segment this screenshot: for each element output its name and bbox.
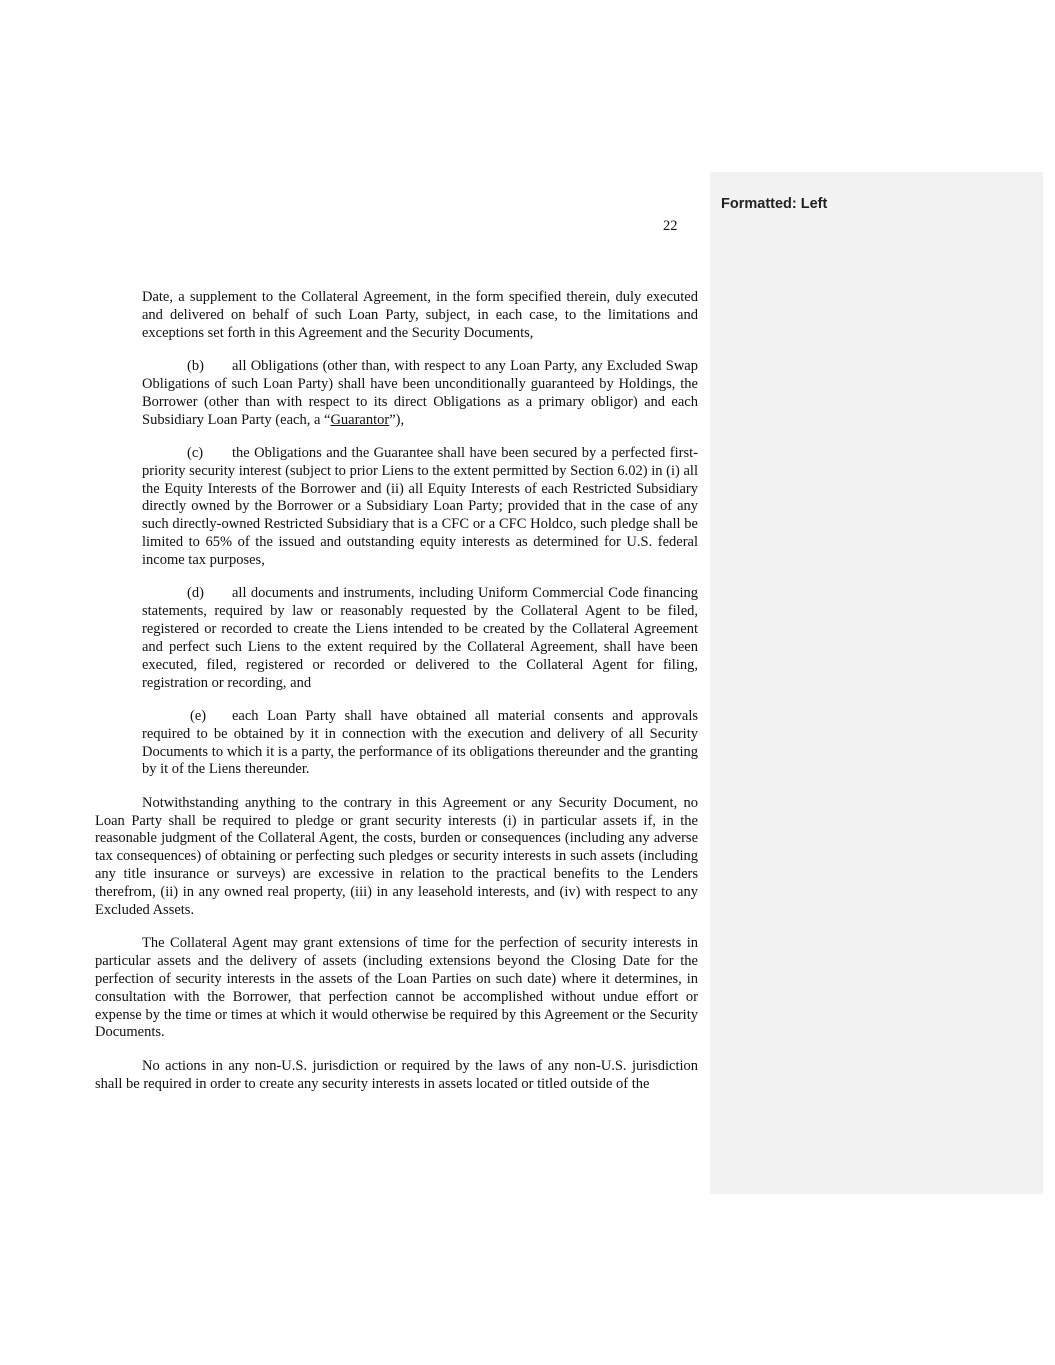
paragraph-d-text: all documents and instruments, including Uniform Commercial Code financing statements, required by law or reasonably requested by the Collateral Agent to be filed, registered or recorded to create the Liens intended to be created by the Collateral Agreement and perfect such Liens to the extent required by the Collateral Agreement, shall have been executed, filed, registered or recorded or delivered to the Collateral Agent for filing, registration or recording, and bbox=[142, 585, 698, 691]
item-label-d: (d) bbox=[187, 585, 204, 602]
paragraph-extensions: The Collateral Agent may grant extensions of time for the perfection of security interests in particular assets and the delivery of assets (including extensions beyond the Closing Date for the perfection of security interests in the assets of the Loan Parties on such date) where it determines, in consultation with the Borrower, that perfection cannot be accomplished without undue effort or expense by the time or times at which it would otherwise be required by this Agreement or the Security Documents. bbox=[95, 935, 698, 1041]
paragraph-notwithstanding: Notwithstanding anything to the contrary in this Agreement or any Security Document, no Loan Party shall be required to pledge or grant security interests (i) in particular assets if, in the reasonable judgment of the Collateral Agent, the costs, burden or consequences (including any adverse tax consequences) of obtaining or perfecting such pledges or security interests in such assets (including any title insurance or surveys) are excessive in relation to the practical benefits to the Lenders therefrom, (ii) in any owned real property, (iii) in any leasehold interests, and (iv) with respect to any Excluded Assets. bbox=[95, 794, 698, 918]
paragraph-d bbox=[142, 585, 698, 692]
paragraph-e-text: each Loan Party shall have obtained all material consents and approvals required to be obtained by it in connection with the execution and delivery of all Security Documents to which it is a party, the performance of its obligations thereunder and the granting by it of the Liens thereunder. bbox=[142, 707, 698, 778]
item-label-e: (e) bbox=[190, 707, 207, 724]
paragraph-intro: Date, a supplement to the Collateral Agreement, in the form specified therein, duly executed and delivered on behalf of such Loan Party, subject, in each case, to the limitations and exceptions set forth in this Agreement and the Security Documents, bbox=[142, 289, 698, 341]
paragraph-b-closing: ”), bbox=[389, 411, 405, 428]
comment-pane-title: Formatted: Left bbox=[721, 196, 828, 212]
paragraph-b bbox=[142, 358, 698, 429]
paragraph-c bbox=[142, 445, 698, 570]
page-number: 22 bbox=[663, 218, 678, 234]
paragraph-b-text: all Obligations (other than, with respect to any Loan Party, any Excluded Swap Obligations of such Loan Party) shall have been unconditionally guaranteed by Holdings, the Borrower (other than with respect to its direct Obligations as a primary obligor) and each Subsidiary Loan Party (each, a “ bbox=[142, 358, 698, 428]
comment-pane bbox=[710, 172, 1043, 1194]
defined-term-guarantor: Guarantor bbox=[330, 411, 390, 428]
paragraph-c-text: the Obligations and the Guarantee shall have been secured by a perfected first-priority security interest (subject to prior Liens to the extent permitted by Section 6.02) in (i) all the Equity Interests of the Borrower and (ii) all Equity Interests of each Restricted Subsidiary directly owned by the Borrower or a Subsidiary Loan Party; provided that in the case of any such directly-owned Restricted Subsidiary that is a CFC or a CFC Holdco, such pledge shall be limited to 65% of the issued and outstanding equity interests as determined for U.S. federal income tax purposes, bbox=[142, 444, 698, 568]
document-body bbox=[95, 289, 698, 1109]
paragraph-no-actions: No actions in any non-U.S. jurisdiction or required by the laws of any non-U.S. jurisdiction shall be required in order to create any security interests in assets located or titled outside of the bbox=[95, 1057, 698, 1092]
item-label-b: (b) bbox=[187, 358, 204, 375]
paragraph-e bbox=[142, 708, 698, 779]
item-label-c: (c) bbox=[187, 444, 204, 461]
